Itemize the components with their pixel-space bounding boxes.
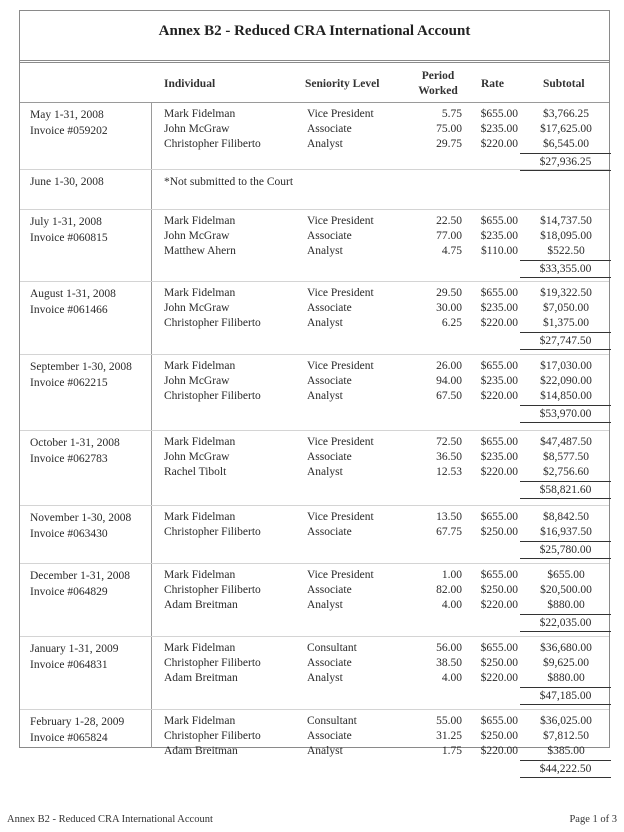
rate-cell: $655.00	[480, 287, 518, 299]
seniority-cell: Vice President	[307, 215, 374, 227]
subtotal-cell: $3,766.25	[543, 108, 589, 120]
individual-cell: Mark Fidelman	[164, 436, 236, 448]
individual-cell: Christopher Filiberto	[164, 657, 261, 669]
invoice-total: $53,970.00	[520, 405, 611, 423]
seniority-cell: Analyst	[307, 138, 343, 150]
individual-cell: John McGraw	[164, 375, 230, 387]
individual-cell: John McGraw	[164, 302, 230, 314]
individual-cell: Mark Fidelman	[164, 569, 236, 581]
seniority-cell: Associate	[307, 526, 352, 538]
individual-cell: Mark Fidelman	[164, 215, 236, 227]
hours-cell: 31.25	[436, 730, 462, 742]
subtotal-cell: $655.00	[547, 569, 585, 581]
table-row	[20, 465, 609, 480]
invoice-group	[20, 564, 609, 637]
hours-cell: 77.00	[436, 230, 462, 242]
subtotal-cell: $47,487.50	[540, 436, 592, 448]
individual-cell: Rachel Tibolt	[164, 466, 227, 478]
individual-cell: Mark Fidelman	[164, 715, 236, 727]
table-row	[20, 359, 609, 374]
table-row	[20, 435, 609, 450]
table-row	[20, 450, 609, 465]
rate-cell: $235.00	[480, 302, 518, 314]
hours-cell: 1.00	[441, 569, 462, 581]
page-number: Page 1 of 3	[569, 814, 617, 825]
table-row	[20, 671, 609, 686]
group-note: *Not submitted to the Court	[164, 176, 294, 188]
header-seniority: Seniority Level	[305, 78, 380, 90]
seniority-cell: Analyst	[307, 599, 343, 611]
seniority-cell: Analyst	[307, 245, 343, 257]
document-title: Annex B2 - Reduced CRA International Account	[158, 23, 471, 39]
table-row	[20, 510, 609, 525]
subtotal-cell: $2,756.60	[543, 466, 589, 478]
seniority-cell: Analyst	[307, 745, 343, 757]
billing-period: June 1-30, 2008	[30, 176, 104, 188]
individual-cell: Adam Breitman	[164, 672, 238, 684]
seniority-cell: Associate	[307, 375, 352, 387]
billing-period: November 1-30, 2008	[30, 512, 132, 524]
individual-cell: John McGraw	[164, 451, 230, 463]
subtotal-cell: $17,625.00	[540, 123, 592, 135]
subtotal-cell: $22,090.00	[540, 375, 592, 387]
table-row	[20, 744, 609, 759]
individual-cell: Christopher Filiberto	[164, 584, 261, 596]
subtotal-cell: $9,625.00	[543, 657, 589, 669]
seniority-cell: Vice President	[307, 287, 374, 299]
rate-cell: $220.00	[480, 745, 518, 757]
invoice-group	[20, 210, 609, 282]
seniority-cell: Associate	[307, 230, 352, 242]
individual-cell: Mark Fidelman	[164, 287, 236, 299]
individual-cell: Christopher Filiberto	[164, 526, 261, 538]
invoice-number: Invoice #065824	[30, 732, 108, 744]
header-period-line2: Worked	[418, 85, 458, 97]
rate-cell: $655.00	[480, 436, 518, 448]
individual-cell: Christopher Filiberto	[164, 390, 261, 402]
subtotal-cell: $18,095.00	[540, 230, 592, 242]
subtotal-cell: $522.50	[547, 245, 585, 257]
header-individual: Individual	[164, 78, 216, 90]
seniority-cell: Associate	[307, 584, 352, 596]
hours-cell: 6.25	[441, 317, 462, 329]
footer-title: Annex B2 - Reduced CRA International Account	[7, 814, 213, 825]
individual-cell: Mark Fidelman	[164, 360, 236, 372]
subtotal-cell: $8,577.50	[543, 451, 589, 463]
subtotal-cell: $36,680.00	[540, 642, 592, 654]
hours-cell: 5.75	[441, 108, 462, 120]
invoice-number: Invoice #063430	[30, 528, 108, 540]
hours-cell: 55.00	[436, 715, 462, 727]
hours-cell: 82.00	[436, 584, 462, 596]
invoice-group	[20, 282, 609, 355]
header-period-line1: Period	[421, 70, 455, 82]
seniority-cell: Analyst	[307, 390, 343, 402]
column-header-row	[20, 66, 609, 103]
subtotal-cell: $16,937.50	[540, 526, 592, 538]
rate-cell: $235.00	[480, 123, 518, 135]
invoice-total: $44,222.50	[520, 760, 611, 778]
invoice-group	[20, 431, 609, 506]
hours-cell: 29.75	[436, 138, 462, 150]
rate-cell: $655.00	[480, 642, 518, 654]
rate-cell: $250.00	[480, 657, 518, 669]
individual-cell: John McGraw	[164, 230, 230, 242]
hours-cell: 75.00	[436, 123, 462, 135]
invoice-total: $33,355.00	[520, 260, 611, 278]
seniority-cell: Analyst	[307, 466, 343, 478]
rate-cell: $250.00	[480, 584, 518, 596]
rate-cell: $655.00	[480, 360, 518, 372]
table-row	[20, 316, 609, 331]
hours-cell: 38.50	[436, 657, 462, 669]
table-row	[20, 374, 609, 389]
invoice-group	[20, 170, 609, 210]
seniority-cell: Vice President	[307, 360, 374, 372]
rate-cell: $220.00	[480, 390, 518, 402]
rate-cell: $220.00	[480, 466, 518, 478]
hours-cell: 4.75	[441, 245, 462, 257]
individual-cell: Mark Fidelman	[164, 642, 236, 654]
invoice-group	[20, 710, 609, 775]
invoice-group	[20, 103, 609, 170]
hours-cell: 4.00	[441, 599, 462, 611]
rate-cell: $220.00	[480, 672, 518, 684]
hours-cell: 67.50	[436, 390, 462, 402]
seniority-cell: Vice President	[307, 569, 374, 581]
individual-cell: Christopher Filiberto	[164, 730, 261, 742]
invoice-number: Invoice #060815	[30, 232, 108, 244]
individual-cell: Mark Fidelman	[164, 511, 236, 523]
header-period-worked	[412, 69, 464, 99]
subtotal-cell: $7,812.50	[543, 730, 589, 742]
table-row	[20, 656, 609, 671]
invoice-group	[20, 637, 609, 710]
hours-cell: 29.50	[436, 287, 462, 299]
invoice-total: $25,780.00	[520, 541, 611, 559]
subtotal-cell: $20,500.00	[540, 584, 592, 596]
hours-cell: 30.00	[436, 302, 462, 314]
seniority-cell: Analyst	[307, 317, 343, 329]
subtotal-cell: $880.00	[547, 672, 585, 684]
subtotal-cell: $1,375.00	[543, 317, 589, 329]
header-rate: Rate	[481, 78, 504, 90]
hours-cell: 12.53	[436, 466, 462, 478]
rate-cell: $655.00	[480, 715, 518, 727]
seniority-cell: Vice President	[307, 108, 374, 120]
table-row	[20, 301, 609, 316]
invoice-total: $27,747.50	[520, 332, 611, 350]
table-row	[20, 729, 609, 744]
rate-cell: $235.00	[480, 375, 518, 387]
subtotal-cell: $19,322.50	[540, 287, 592, 299]
table-row	[20, 598, 609, 613]
seniority-cell: Consultant	[307, 642, 357, 654]
seniority-cell: Consultant	[307, 715, 357, 727]
hours-cell: 13.50	[436, 511, 462, 523]
invoice-number: Invoice #061466	[30, 304, 108, 316]
seniority-cell: Vice President	[307, 511, 374, 523]
billing-period: August 1-31, 2008	[30, 288, 116, 300]
subtotal-cell: $6,545.00	[543, 138, 589, 150]
rate-cell: $655.00	[480, 569, 518, 581]
rate-cell: $250.00	[480, 526, 518, 538]
subtotal-cell: $880.00	[547, 599, 585, 611]
individual-cell: Matthew Ahern	[164, 245, 236, 257]
table-row	[20, 714, 609, 729]
rate-cell: $235.00	[480, 230, 518, 242]
seniority-cell: Associate	[307, 730, 352, 742]
billing-period: May 1-31, 2008	[30, 109, 104, 121]
invoice-group	[20, 355, 609, 431]
subtotal-cell: $385.00	[547, 745, 585, 757]
rate-cell: $220.00	[480, 599, 518, 611]
table-row	[20, 229, 609, 244]
billing-period: December 1-31, 2008	[30, 570, 130, 582]
seniority-cell: Associate	[307, 657, 352, 669]
rate-cell: $235.00	[480, 451, 518, 463]
individual-cell: Christopher Filiberto	[164, 317, 261, 329]
billing-period: February 1-28, 2009	[30, 716, 125, 728]
table-row	[20, 583, 609, 598]
individual-cell: Adam Breitman	[164, 599, 238, 611]
rate-cell: $655.00	[480, 108, 518, 120]
invoice-number: Invoice #062215	[30, 377, 108, 389]
subtotal-cell: $8,842.50	[543, 511, 589, 523]
individual-cell: Christopher Filiberto	[164, 138, 261, 150]
subtotal-cell: $17,030.00	[540, 360, 592, 372]
invoice-number: Invoice #064831	[30, 659, 108, 671]
billing-period: September 1-30, 2008	[30, 361, 132, 373]
invoice-total: $47,185.00	[520, 687, 611, 705]
hours-cell: 4.00	[441, 672, 462, 684]
invoice-number: Invoice #059202	[30, 125, 108, 137]
annex-table	[19, 10, 610, 775]
table-row	[20, 568, 609, 583]
hours-cell: 67.75	[436, 526, 462, 538]
hours-cell: 26.00	[436, 360, 462, 372]
rate-cell: $220.00	[480, 138, 518, 150]
billing-period: July 1-31, 2008	[30, 216, 102, 228]
seniority-cell: Associate	[307, 302, 352, 314]
seniority-cell: Analyst	[307, 672, 343, 684]
hours-cell: 56.00	[436, 642, 462, 654]
table-row	[20, 244, 609, 259]
individual-cell: Mark Fidelman	[164, 108, 236, 120]
invoice-number: Invoice #062783	[30, 453, 108, 465]
seniority-cell: Associate	[307, 123, 352, 135]
billing-period: October 1-31, 2008	[30, 437, 120, 449]
rate-cell: $655.00	[480, 511, 518, 523]
title-box	[20, 11, 609, 63]
subtotal-cell: $36,025.00	[540, 715, 592, 727]
hours-cell: 94.00	[436, 375, 462, 387]
hours-cell: 72.50	[436, 436, 462, 448]
hours-cell: 22.50	[436, 215, 462, 227]
seniority-cell: Associate	[307, 451, 352, 463]
table-row	[20, 107, 609, 122]
table-row	[20, 389, 609, 404]
rate-cell: $220.00	[480, 317, 518, 329]
individual-cell: John McGraw	[164, 123, 230, 135]
seniority-cell: Vice President	[307, 436, 374, 448]
rate-cell: $110.00	[481, 245, 518, 257]
table-row	[20, 122, 609, 137]
table-row	[20, 525, 609, 540]
rate-cell: $250.00	[480, 730, 518, 742]
period-cell	[30, 174, 104, 190]
billing-period: January 1-31, 2009	[30, 643, 119, 655]
header-subtotal: Subtotal	[543, 78, 585, 90]
hours-cell: 36.50	[436, 451, 462, 463]
subtotal-cell: $7,050.00	[543, 302, 589, 314]
table-row	[20, 641, 609, 656]
rate-cell: $655.00	[480, 215, 518, 227]
invoice-total: $27,936.25	[520, 153, 611, 171]
table-row	[20, 286, 609, 301]
subtotal-cell: $14,850.00	[540, 390, 592, 402]
hours-cell: 1.75	[441, 745, 462, 757]
individual-cell: Adam Breitman	[164, 745, 238, 757]
invoice-total: $22,035.00	[520, 614, 611, 632]
table-row	[20, 137, 609, 152]
table-row	[20, 214, 609, 229]
invoice-group	[20, 506, 609, 564]
invoice-number: Invoice #064829	[30, 586, 108, 598]
subtotal-cell: $14,737.50	[540, 215, 592, 227]
invoice-total: $58,821.60	[520, 481, 611, 499]
